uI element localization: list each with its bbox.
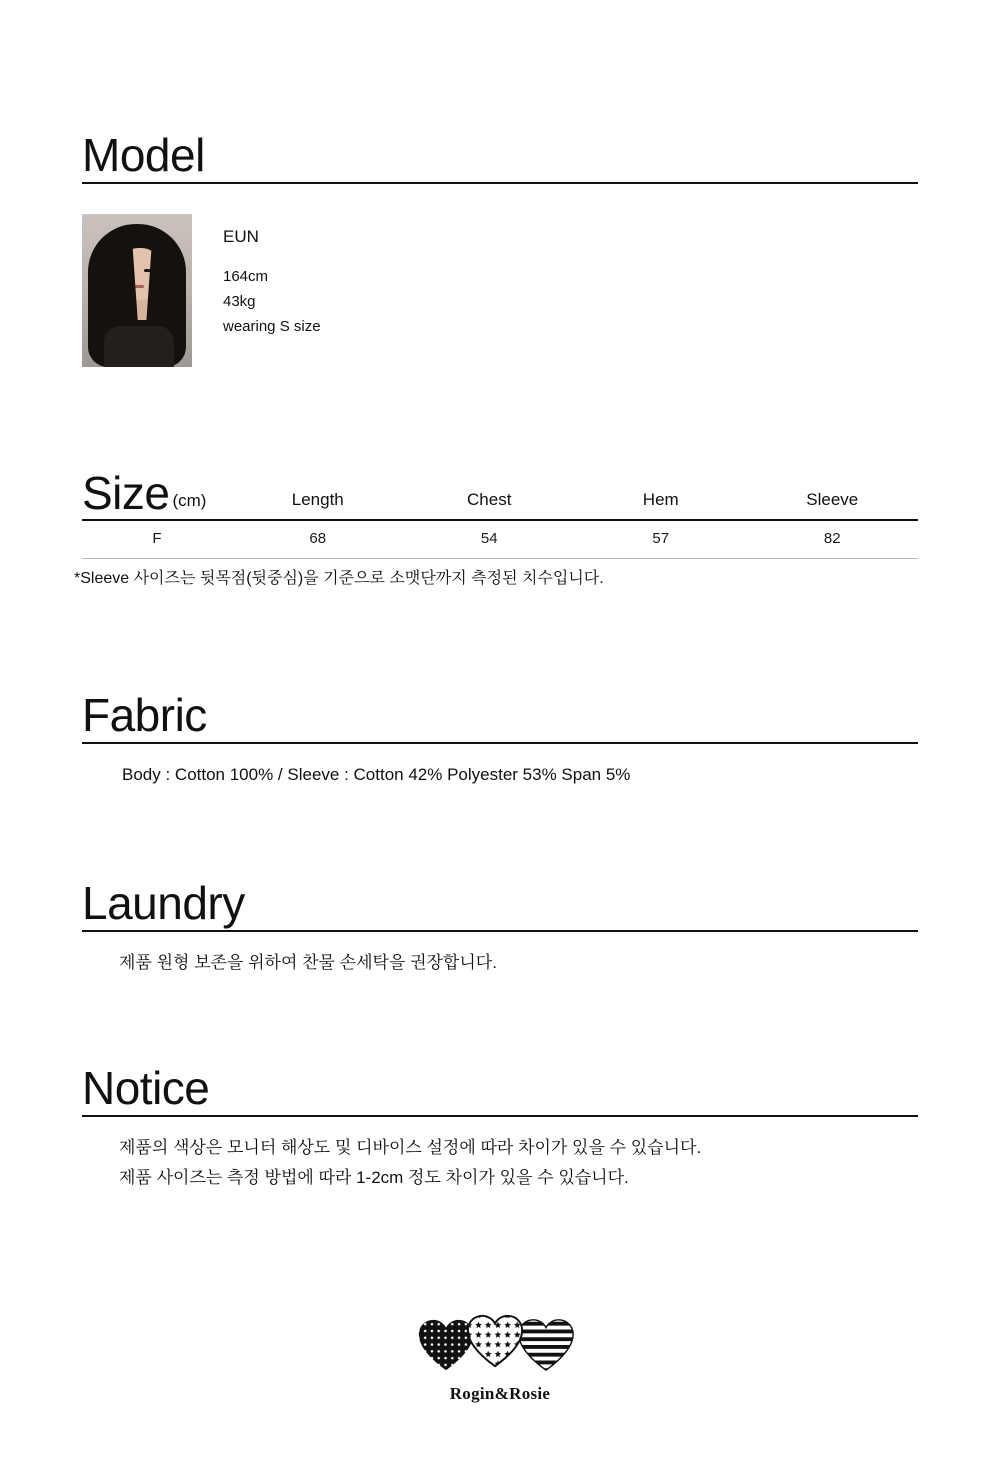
model-heading-row — [82, 130, 918, 184]
notice-line-2: 제품 사이즈는 측정 방법에 따라 1-2cm 정도 차이가 있을 수 있습니다. — [119, 1168, 629, 1187]
size-table-header — [82, 468, 918, 521]
size-note: *Sleeve 사이즈는 뒷목점(뒷중심)을 기준으로 소맷단까지 측정된 치수입니다. — [74, 570, 604, 587]
model-photo — [82, 214, 192, 367]
notice-text — [119, 1133, 918, 1193]
model-heading: Model — [82, 129, 205, 181]
size-unit: (cm) — [172, 491, 207, 510]
table-row — [82, 521, 918, 559]
footer — [0, 1310, 1000, 1404]
size-column-length: Length — [291, 490, 344, 509]
model-height: 164cm — [223, 268, 269, 285]
size-value-sleeve: 82 — [823, 530, 841, 547]
fabric-heading: Fabric — [82, 689, 207, 741]
model-wearing-size: wearing S size — [223, 318, 321, 335]
fabric-heading-row — [82, 690, 918, 744]
brand-logo — [411, 1310, 589, 1382]
laundry-heading: Laundry — [82, 877, 245, 929]
size-heading: Size — [82, 467, 170, 519]
model-weight: 43kg — [223, 293, 256, 310]
size-value-chest: 54 — [480, 530, 498, 547]
notice-heading-row — [82, 1063, 918, 1117]
model-name: EUN — [223, 227, 259, 246]
laundry-text: 제품 원형 보존을 위하여 찬물 손세탁을 권장합니다. — [119, 953, 497, 972]
size-column-sleeve: Sleeve — [806, 490, 859, 509]
size-row-label: F — [152, 530, 162, 547]
model-body — [82, 214, 918, 367]
fabric-text: Body : Cotton 100% / Sleeve : Cotton 42% Polyester 53% Span 5% — [122, 765, 631, 784]
size-value-hem: 57 — [652, 530, 670, 547]
laundry-section — [82, 878, 918, 978]
size-section — [74, 467, 918, 590]
notice-heading: Notice — [82, 1062, 210, 1114]
size-column-hem: Hem — [642, 490, 679, 509]
model-info — [223, 214, 321, 367]
laundry-heading-row — [82, 878, 918, 932]
fabric-section — [82, 690, 918, 790]
size-column-chest: Chest — [467, 490, 512, 509]
notice-line-1: 제품의 색상은 모니터 해상도 및 디바이스 설정에 따라 차이가 있을 수 있습니다. — [119, 1138, 702, 1157]
brand-name: Rogin&Rosie — [449, 1384, 551, 1403]
notice-section — [82, 1063, 918, 1193]
heart-star-icon — [464, 1310, 526, 1372]
size-value-length: 68 — [309, 530, 327, 547]
model-section — [82, 130, 918, 367]
